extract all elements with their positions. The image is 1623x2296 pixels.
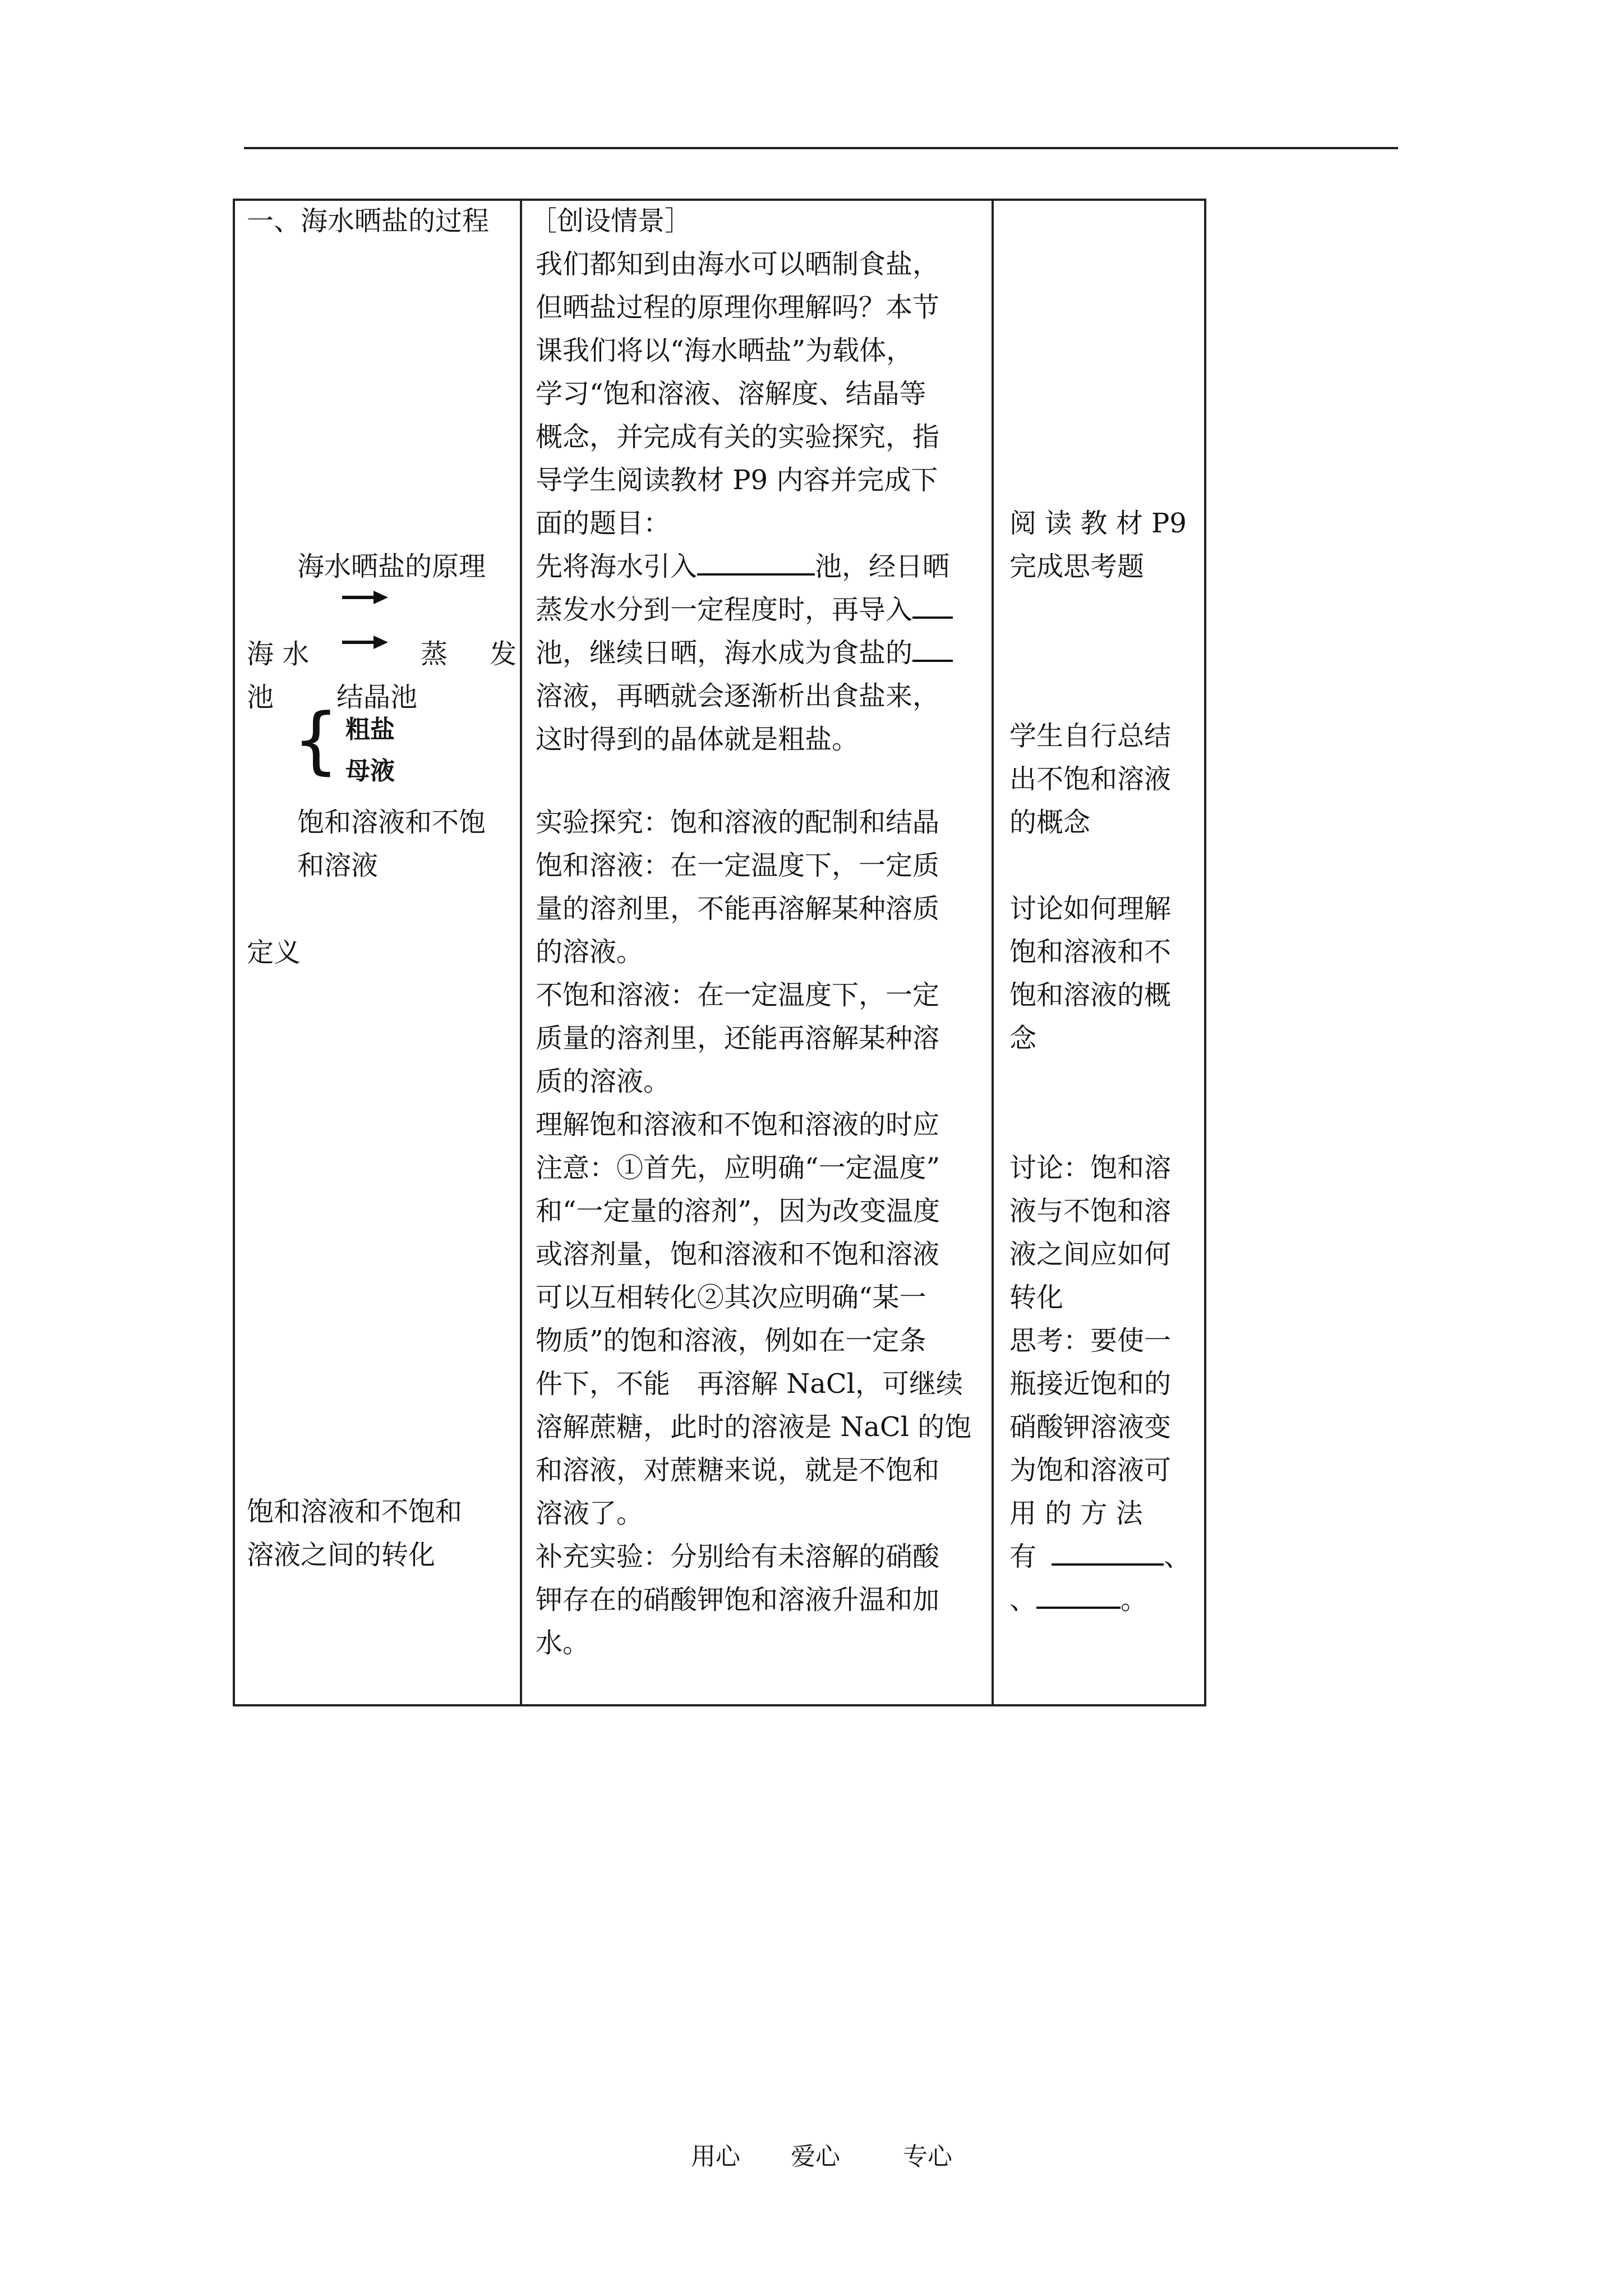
answer-blank[interactable]	[912, 592, 953, 619]
experiment-line: 和“一定量的溶剂”，因为改变温度	[536, 1195, 940, 1227]
experiment-line: 补充实验：分别给有未溶解的硝酸	[536, 1541, 940, 1572]
fill-text: 。	[1121, 1584, 1148, 1616]
summary-line: 的概念	[1009, 807, 1091, 838]
experiment-line: 水。	[536, 1627, 590, 1659]
fill-text: 蒸发水分到一定程度时，再导入	[536, 594, 913, 625]
fill-line: 溶液，再晒就会逐渐析出食盐来，	[536, 680, 940, 712]
intro-line: 学习“饱和溶液、溶解度、结晶等	[536, 378, 926, 409]
branch-mother-liquor: 母液	[345, 757, 395, 785]
scenario-header: ［创设情景］	[530, 205, 692, 237]
experiment-line: 可以互相转化②其次应明确“某一	[536, 1282, 926, 1313]
think-fill-line	[1009, 1579, 1147, 1622]
experiment-line: 溶液了。	[536, 1498, 644, 1529]
footer-text-1: 用心	[691, 2142, 740, 2171]
experiment-line: 的溶液。	[536, 936, 644, 968]
experiment-line: 或溶剂量，饱和溶液和不饱和溶液	[536, 1239, 940, 1270]
intro-line: 面的题目：	[536, 508, 671, 539]
discuss-line: 饱和溶液的概	[1009, 979, 1172, 1011]
column-divider-1	[520, 199, 522, 1706]
experiment-line: 实验探究：饱和溶液的配制和结晶	[536, 807, 940, 838]
discuss2-line: 液之间应如何	[1009, 1239, 1172, 1270]
footer-text-3: 专心	[903, 2142, 952, 2171]
fill-text: 池，经日晒	[815, 551, 950, 582]
experiment-line: 和溶液，对蔗糖来说，就是不饱和	[536, 1455, 940, 1486]
intro-line: 概念，并完成有关的实验探究，指	[536, 421, 940, 453]
think-line: 瓶接近饱和的	[1009, 1368, 1172, 1400]
definition-label: 定义	[247, 937, 301, 968]
arrow-right-icon	[342, 589, 388, 606]
intro-line: 我们都知到由海水可以晒制食盐，	[536, 249, 940, 280]
experiment-line: 溶解蔗糖，此时的溶液是 NaCl 的饱	[536, 1411, 972, 1443]
fill-line	[536, 588, 953, 632]
brace-icon: {	[293, 697, 339, 783]
answer-blank[interactable]	[1052, 1539, 1164, 1566]
experiment-line: 理解饱和溶液和不饱和溶液的时应	[536, 1109, 940, 1140]
answer-blank[interactable]	[697, 549, 815, 576]
flow-evaporate: 蒸 发	[421, 638, 534, 670]
saturated-title-line1: 饱和溶液和不饱	[297, 807, 486, 838]
fill-text: 池，继续日晒，海水成为食盐的	[536, 637, 913, 669]
think-line: 为饱和溶液可	[1009, 1455, 1172, 1486]
experiment-line: 钾存在的硝酸钾饱和溶液升温和加	[536, 1584, 940, 1616]
flow-pool: 池	[247, 682, 274, 713]
fill-text: 先将海水引入	[536, 551, 698, 582]
discuss2-line: 转化	[1009, 1282, 1064, 1313]
fill-line	[536, 545, 949, 588]
fill-text: 、	[1164, 1541, 1191, 1572]
summary-line: 学生自行总结	[1009, 720, 1172, 752]
footer-text-2: 爱心	[791, 2142, 840, 2171]
discuss-line: 念	[1009, 1023, 1037, 1054]
experiment-line: 件下，不能 再溶解 NaCl，可继续	[536, 1368, 963, 1400]
experiment-line: 质的溶液。	[536, 1066, 671, 1097]
experiment-line: 物质”的饱和溶液，例如在一定条	[536, 1325, 926, 1356]
fill-text: 有	[1009, 1541, 1037, 1572]
arrow-right-icon	[342, 634, 388, 651]
flow-seawater: 海 水	[247, 638, 310, 670]
flow-crystal-pool: 结晶池	[336, 682, 418, 713]
answer-blank[interactable]	[1036, 1582, 1121, 1609]
column-divider-2	[992, 199, 994, 1706]
fill-line	[536, 632, 953, 675]
fill-line: 这时得到的晶体就是粗盐。	[536, 724, 859, 755]
discuss2-line: 液与不饱和溶	[1009, 1195, 1172, 1227]
fill-text: 、	[1009, 1584, 1037, 1616]
discuss2-line: 讨论：饱和溶	[1009, 1152, 1172, 1184]
header-rule	[244, 147, 1398, 149]
branch-coarse-salt: 粗盐	[345, 715, 395, 744]
read-line: 完成思考题	[1009, 551, 1145, 582]
think-line: 用 的 方 法	[1009, 1498, 1143, 1529]
saturated-title-line2: 和溶液	[297, 850, 379, 881]
experiment-line: 质量的溶剂里，还能再溶解某种溶	[536, 1023, 940, 1054]
experiment-line: 饱和溶液：在一定温度下，一定质	[536, 850, 940, 881]
intro-line: 但晒盐过程的原理你理解吗？本节	[536, 292, 940, 323]
think-line: 硝酸钾溶液变	[1009, 1411, 1172, 1443]
answer-blank[interactable]	[912, 635, 953, 662]
experiment-line: 注意：①首先，应明确“一定温度”	[536, 1152, 940, 1184]
summary-line: 出不饱和溶液	[1009, 763, 1172, 795]
intro-line: 课我们将以“海水晒盐”为载体，	[536, 335, 914, 366]
conversion-title-line2: 溶液之间的转化	[247, 1539, 436, 1571]
experiment-line: 量的溶剂里，不能再溶解某种溶质	[536, 893, 940, 924]
section-title: 一、海水晒盐的过程	[247, 205, 490, 237]
read-line: 阅 读 教 材 P9	[1009, 508, 1187, 539]
discuss-line: 饱和溶液和不	[1009, 936, 1172, 968]
conversion-title-line1: 饱和溶液和不饱和	[247, 1496, 463, 1527]
think-line: 思考：要使一	[1009, 1325, 1172, 1356]
experiment-line: 不饱和溶液：在一定温度下，一定	[536, 979, 940, 1011]
discuss-line: 讨论如何理解	[1009, 893, 1172, 924]
intro-line: 导学生阅读教材 P9 内容并完成下	[536, 464, 938, 496]
think-fill-line	[1009, 1535, 1191, 1579]
principle-title: 海水晒盐的原理	[297, 551, 486, 582]
